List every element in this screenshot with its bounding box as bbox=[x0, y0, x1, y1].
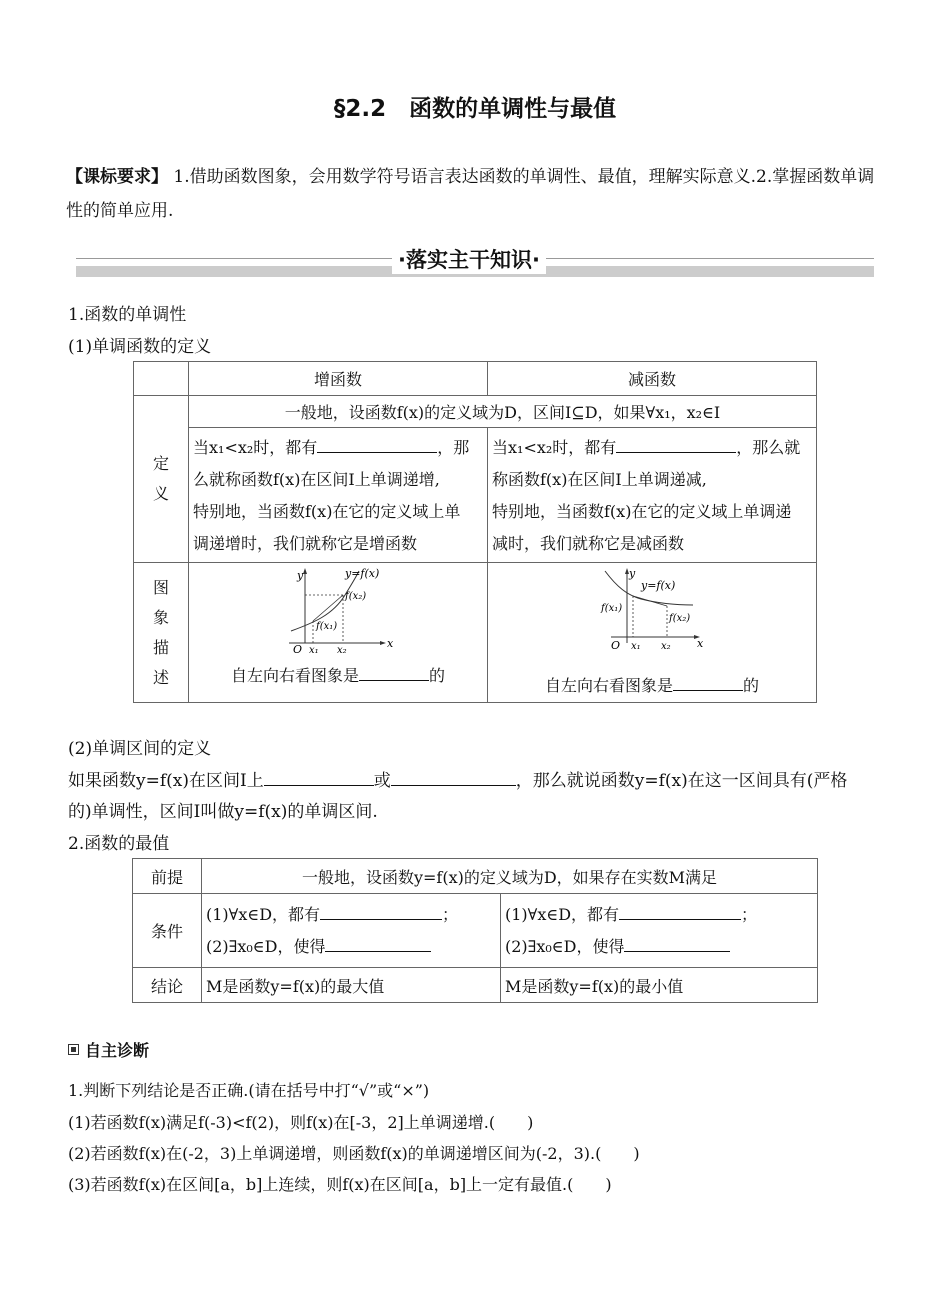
svg-text:f(x₁): f(x₁) bbox=[316, 621, 338, 632]
dec-graph-caption-pre: 自左向右看图象是 bbox=[544, 676, 673, 695]
blank-min-c2[interactable] bbox=[624, 936, 730, 952]
increasing-definition: 当x₁<x₂时，都有 ，那 么就称函数f(x)在区间I上单调递增, 特别地，当函数f(x)在它的定义域上单 调递增时，我们就称它是增函数 bbox=[189, 428, 488, 563]
max-conditions: (1)∀x∈D，都有 ； (2)∃x₀∈D，使得 bbox=[202, 894, 501, 968]
svg-text:x₁: x₁ bbox=[309, 645, 319, 655]
premise-text: 一般地，设函数y=f(x)的定义域为D，如果存在实数M满足 bbox=[202, 859, 818, 894]
monotonic-definition-table bbox=[133, 361, 817, 703]
decreasing-graph-cell: y x O y=f(x) f(x₁) f(x₂) x₁ x₂ 自左向右看图象是 的 bbox=[488, 563, 817, 703]
blank-max-c2[interactable] bbox=[325, 936, 431, 952]
svg-text:x₂: x₂ bbox=[337, 645, 347, 655]
requirements-label: 【课标要求】 bbox=[66, 167, 168, 187]
requirements-text: 1.借助函数图象，会用数学符号语言表达函数的单调性、最值，理解实际意义.2.掌握函数单调性的简单应用. bbox=[66, 167, 875, 221]
inc-graph-caption-pre: 自左向右看图象是 bbox=[230, 666, 359, 685]
interval-line1: 如果函数y=f(x)在区间I上 或 ，那么就说函数y=f(x)在这一区间具有(严格 bbox=[68, 771, 848, 791]
condition-label: 条件 bbox=[133, 894, 202, 968]
blank-max-c1[interactable] bbox=[320, 904, 442, 920]
increasing-graph-cell: y x O y=f(x) f(x₂) f(x₁) x₁ x₂ 自左向右看图象是 的 bbox=[189, 563, 488, 703]
svg-text:f(x₂): f(x₂) bbox=[669, 613, 691, 624]
svg-text:O: O bbox=[611, 639, 621, 652]
section-banner: ·落实主干知识· bbox=[392, 244, 546, 274]
svg-text:x: x bbox=[387, 637, 393, 650]
blank-inc-graph[interactable] bbox=[359, 665, 429, 681]
decreasing-definition: 当x₁<x₂时，都有 ，那么就 称函数f(x)在区间I上单调递减, 特别地，当函数f(x)在它的定义域上单调递 减时，我们就称它是减函数 bbox=[488, 428, 817, 563]
svg-text:f(x₂): f(x₂) bbox=[345, 591, 367, 602]
page-title: §2.2 函数的单调性与最值 bbox=[333, 96, 617, 122]
blank-interval-dec[interactable] bbox=[391, 770, 516, 786]
extreme-value-table bbox=[132, 858, 818, 1003]
col-increasing: 增函数 bbox=[189, 362, 488, 396]
question-intro: 1.判断下列结论是否正确.(请在括号中打“√”或“×”) bbox=[68, 1081, 430, 1100]
increasing-graph bbox=[283, 565, 393, 655]
blank-min-c1[interactable] bbox=[619, 904, 741, 920]
decreasing-graph bbox=[597, 565, 707, 655]
max-conclusion: M是函数y=f(x)的最大值 bbox=[202, 968, 501, 1003]
question-3: (3)若函数f(x)在区间[a，b]上连续，则f(x)在区间[a，b]上一定有最值.( ) bbox=[68, 1175, 612, 1194]
question-2: (2)若函数f(x)在(-2，3)上单调递增，则函数f(x)的单调递增区间为(-2，3).( ) bbox=[68, 1144, 640, 1163]
course-requirements bbox=[66, 160, 886, 228]
row-definition-label: 定 义 bbox=[134, 396, 189, 563]
svg-text:y: y bbox=[297, 569, 304, 582]
premise-label: 前提 bbox=[133, 859, 202, 894]
definition-common: 一般地，设函数f(x)的定义域为D，区间I⊆D，如果∀x₁，x₂∈I bbox=[189, 396, 817, 428]
svg-text:x₁: x₁ bbox=[631, 641, 641, 652]
square-icon bbox=[68, 1044, 79, 1055]
min-conclusion: M是函数y=f(x)的最小值 bbox=[501, 968, 818, 1003]
blank-dec-condition[interactable] bbox=[616, 437, 736, 453]
banner-label: 落实主干知识 bbox=[405, 248, 532, 272]
interval-line2: 的)单调性，区间I叫做y=f(x)的单调区间. bbox=[68, 802, 378, 822]
blank-interval-inc[interactable] bbox=[264, 770, 374, 786]
svg-text:O: O bbox=[293, 643, 303, 655]
section1-sub2: (2)单调区间的定义 bbox=[68, 739, 212, 759]
col-decreasing: 减函数 bbox=[488, 362, 817, 396]
svg-text:y=f(x): y=f(x) bbox=[641, 579, 676, 592]
conclusion-label: 结论 bbox=[133, 968, 202, 1003]
section1-heading: 1.函数的单调性 bbox=[68, 305, 187, 325]
diagnosis-heading: 自主诊断 bbox=[68, 1038, 149, 1061]
question-1: (1)若函数f(x)满足f(-3)<f(2)，则f(x)在[-3，2]上单调递增.( ) bbox=[68, 1113, 534, 1132]
svg-text:x: x bbox=[697, 637, 704, 650]
svg-text:y: y bbox=[629, 567, 636, 580]
svg-text:x₂: x₂ bbox=[661, 641, 671, 652]
svg-text:y=f(x): y=f(x) bbox=[345, 567, 380, 580]
section2-heading: 2.函数的最值 bbox=[68, 834, 170, 854]
min-conditions: (1)∀x∈D，都有 ； (2)∃x₀∈D，使得 bbox=[501, 894, 818, 968]
row-graph-label: 图 象 描 述 bbox=[134, 563, 189, 703]
blank-dec-graph[interactable] bbox=[673, 675, 743, 691]
blank-inc-condition[interactable] bbox=[317, 437, 437, 453]
section1-sub1: (1)单调函数的定义 bbox=[68, 337, 212, 357]
svg-text:f(x₁): f(x₁) bbox=[601, 603, 623, 614]
